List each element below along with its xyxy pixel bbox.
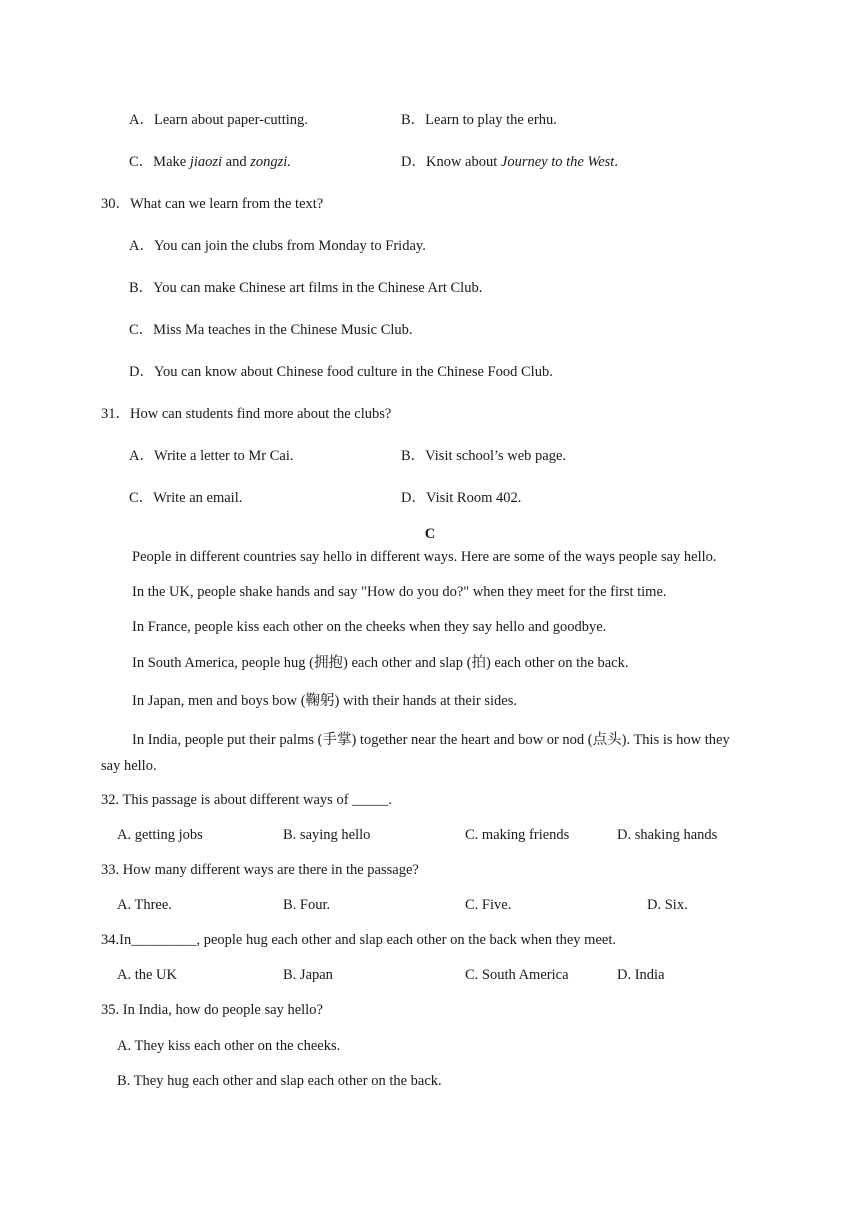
q30-option-a: A．You can join the clubs from Monday to Friday. bbox=[129, 238, 426, 254]
q29-option-d: D．Know about Journey to the West. bbox=[401, 154, 618, 170]
q33-option-c: C. Five. bbox=[465, 897, 512, 913]
q33-question: 33. How many different ways are there in the passage? bbox=[101, 862, 419, 878]
passage-paragraph: In India, people put their palms (手掌) together near the heart and bow or nod (点头). This is how they bbox=[132, 732, 730, 748]
q31-option-d: D．Visit Room 402. bbox=[401, 490, 522, 506]
q30-option-b: B．You can make Chinese art films in the Chinese Art Club. bbox=[129, 280, 483, 296]
q30-question: 30．What can we learn from the text? bbox=[101, 196, 324, 212]
q33-option-a: A. Three. bbox=[117, 897, 172, 913]
passage-paragraph: In Japan, men and boys bow (鞠躬) with their hands at their sides. bbox=[132, 693, 517, 709]
q33-option-d: D. Six. bbox=[647, 897, 688, 913]
q33-option-b: B. Four. bbox=[283, 897, 331, 913]
q31-option-c: C．Write an email. bbox=[129, 490, 243, 506]
q32-option-b: B. saying hello bbox=[283, 827, 371, 843]
q30-option-d: D．You can know about Chinese food culture in the Chinese Food Club. bbox=[129, 364, 553, 380]
q34-option-d: D. India bbox=[617, 967, 665, 983]
q34-question: 34.In_________, people hug each other and slap each other on the back when they meet. bbox=[101, 932, 616, 948]
q32-option-d: D. shaking hands bbox=[617, 827, 718, 843]
q29-option-c: C．Make jiaozi and zongzi. bbox=[129, 154, 291, 170]
q30-option-c: C．Miss Ma teaches in the Chinese Music Club. bbox=[129, 322, 413, 338]
passage-paragraph: In France, people kiss each other on the cheeks when they say hello and goodbye. bbox=[132, 619, 607, 635]
q34-option-c: C. South America bbox=[465, 967, 569, 983]
section-c-title: C bbox=[424, 526, 436, 542]
q35-question: 35. In India, how do people say hello? bbox=[101, 1002, 323, 1018]
q32-option-a: A. getting jobs bbox=[117, 827, 203, 843]
q29-option-b: B．Learn to play the erhu. bbox=[401, 112, 557, 128]
passage-paragraph: In South America, people hug (拥抱) each other and slap (拍) each other on the back. bbox=[132, 655, 629, 671]
passage-paragraph: In the UK, people shake hands and say "How do you do?" when they meet for the first time. bbox=[132, 584, 667, 600]
q29-option-a: A．Learn about paper-cutting. bbox=[129, 112, 308, 128]
q35-option-b: B. They hug each other and slap each other on the back. bbox=[117, 1073, 442, 1089]
q31-question: 31．How can students find more about the clubs? bbox=[101, 406, 392, 422]
q31-option-b: B．Visit school’s web page. bbox=[401, 448, 567, 464]
passage-paragraph-continued: say hello. bbox=[101, 758, 157, 774]
q32-option-c: C. making friends bbox=[465, 827, 570, 843]
q34-option-b: B. Japan bbox=[283, 967, 333, 983]
passage-paragraph: People in different countries say hello in different ways. Here are some of the ways people say hello. bbox=[132, 549, 717, 565]
q34-option-a: A. the UK bbox=[117, 967, 178, 983]
q31-option-a: A．Write a letter to Mr Cai. bbox=[129, 448, 294, 464]
q35-option-a: A. They kiss each other on the cheeks. bbox=[117, 1038, 341, 1054]
q32-question: 32. This passage is about different ways of _____. bbox=[101, 792, 393, 808]
